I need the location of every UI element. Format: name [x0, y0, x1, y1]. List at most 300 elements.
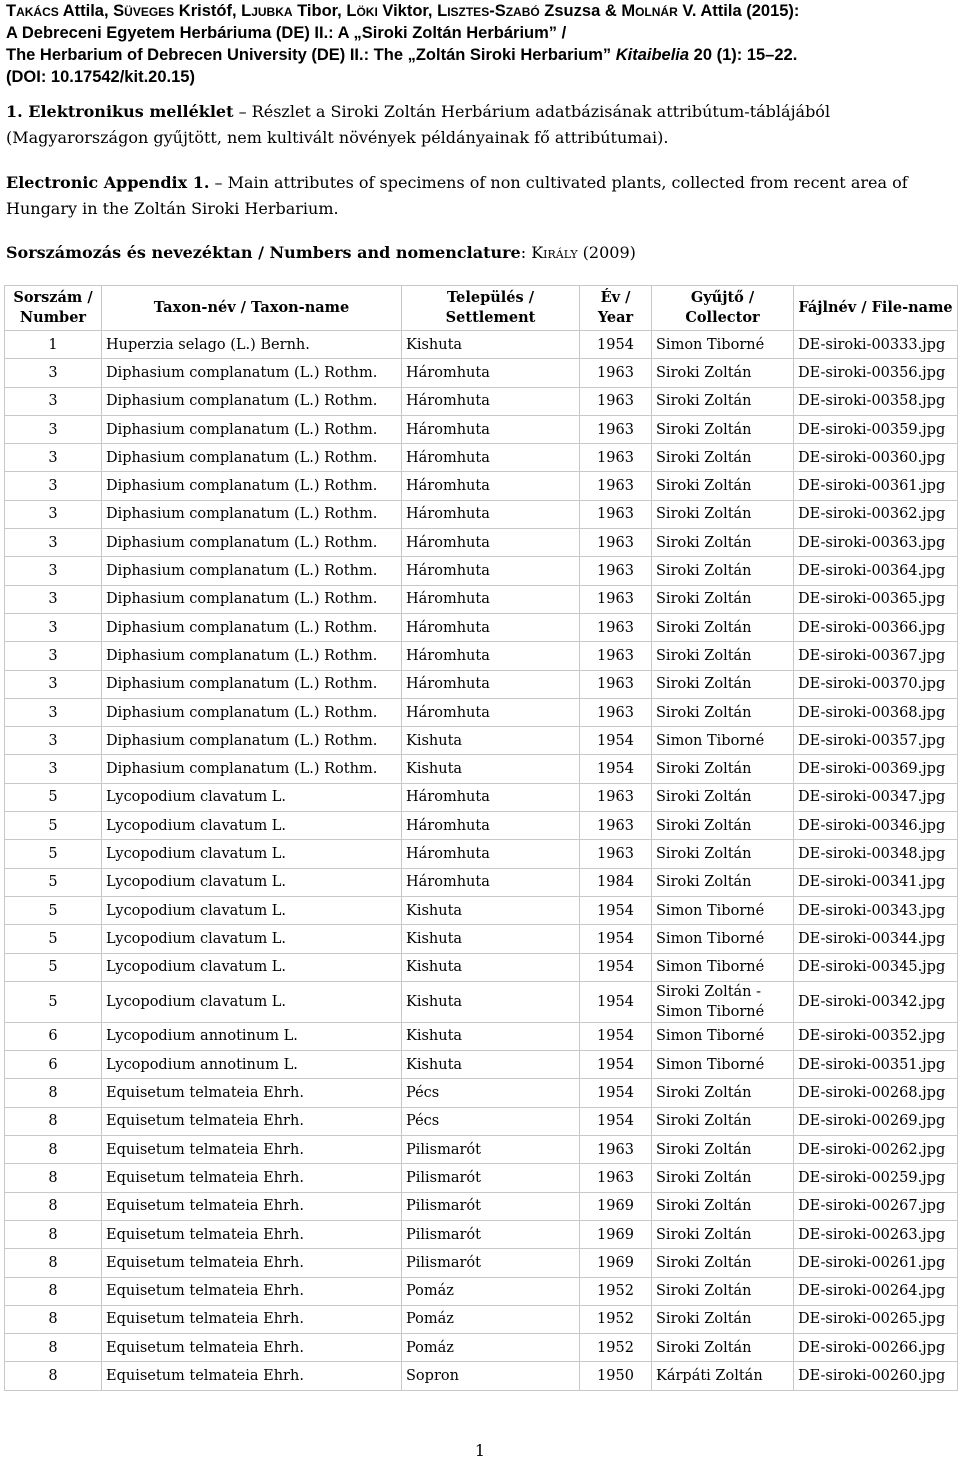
- cell-collector: Siroki Zoltán: [652, 472, 794, 500]
- table-row: [5, 981, 958, 1022]
- cell-year: 1963: [580, 613, 652, 641]
- author-surname: [346, 2, 377, 20]
- cell-filename: DE-siroki-00351.jpg: [794, 1051, 958, 1079]
- cell-number: 8: [5, 1107, 102, 1135]
- cell-year: 1963: [580, 359, 652, 387]
- cell-collector: Siroki Zoltán: [652, 387, 794, 415]
- cell-filename: DE-siroki-00343.jpg: [794, 896, 958, 924]
- table-row: [5, 1362, 958, 1390]
- cell-settlement: Háromhuta: [402, 387, 580, 415]
- cell-year: 1963: [580, 585, 652, 613]
- citation-header: [6, 0, 956, 88]
- cell-taxon: Lycopodium annotinum L.: [102, 1022, 402, 1050]
- cell-number: 3: [5, 698, 102, 726]
- table-row: [5, 1277, 958, 1305]
- cell-settlement: Kishuta: [402, 925, 580, 953]
- author-given-name: Attila,: [58, 2, 114, 20]
- cell-taxon: Diphasium complanatum (L.) Rothm.: [102, 529, 402, 557]
- cell-year: 1969: [580, 1249, 652, 1277]
- table-row: [5, 755, 958, 783]
- cell-filename: DE-siroki-00352.jpg: [794, 1022, 958, 1050]
- cell-taxon: Equisetum telmateia Ehrh.: [102, 1192, 402, 1220]
- cell-number: 8: [5, 1249, 102, 1277]
- cell-number: 8: [5, 1164, 102, 1192]
- cell-year: 1984: [580, 868, 652, 896]
- table-row: [5, 953, 958, 981]
- cell-filename: DE-siroki-00363.jpg: [794, 529, 958, 557]
- cell-filename: DE-siroki-00263.jpg: [794, 1220, 958, 1248]
- table-row: [5, 1164, 958, 1192]
- citation-title-en-text: The Herbarium of Debrecen University (DE) II.: The „Zoltán Siroki Herbarium”: [6, 46, 616, 64]
- cell-collector: Simon Tiborné: [652, 953, 794, 981]
- cell-year: 1969: [580, 1192, 652, 1220]
- cell-number: 3: [5, 359, 102, 387]
- cell-filename: DE-siroki-00364.jpg: [794, 557, 958, 585]
- cell-number: 5: [5, 812, 102, 840]
- cell-number: 8: [5, 1192, 102, 1220]
- cell-number: 3: [5, 472, 102, 500]
- cell-year: 1952: [580, 1305, 652, 1333]
- cell-number: 3: [5, 529, 102, 557]
- cell-settlement: Háromhuta: [402, 557, 580, 585]
- cell-number: 5: [5, 953, 102, 981]
- cell-filename: DE-siroki-00267.jpg: [794, 1192, 958, 1220]
- cell-collector: Siroki Zoltán: [652, 585, 794, 613]
- author-surname-rest: üveges: [124, 2, 175, 20]
- cell-year: 1950: [580, 1362, 652, 1390]
- cell-taxon: Lycopodium clavatum L.: [102, 925, 402, 953]
- cell-collector: Simon Tiborné: [652, 896, 794, 924]
- cell-year: 1963: [580, 670, 652, 698]
- cell-taxon: Equisetum telmateia Ehrh.: [102, 1107, 402, 1135]
- cell-year: 1963: [580, 812, 652, 840]
- cell-collector: Siroki Zoltán: [652, 1164, 794, 1192]
- cell-collector: Kárpáti Zoltán: [652, 1362, 794, 1390]
- cell-number: 8: [5, 1362, 102, 1390]
- cell-taxon: Equisetum telmateia Ehrh.: [102, 1136, 402, 1164]
- cell-filename: DE-siroki-00342.jpg: [794, 981, 958, 1022]
- table-row: [5, 444, 958, 472]
- table-row: [5, 1051, 958, 1079]
- author-surname-rest: zabó: [505, 2, 540, 20]
- author-surname-initial: S: [494, 2, 506, 20]
- nomenclature-ref-year: (2009): [577, 243, 636, 262]
- cell-filename: DE-siroki-00368.jpg: [794, 698, 958, 726]
- col-header-year: Év / Year: [580, 286, 652, 331]
- table-row: [5, 1136, 958, 1164]
- cell-number: 5: [5, 981, 102, 1022]
- cell-year: 1954: [580, 925, 652, 953]
- cell-year: 1963: [580, 642, 652, 670]
- cell-year: 1954: [580, 981, 652, 1022]
- cell-year: 1954: [580, 896, 652, 924]
- cell-year: 1954: [580, 755, 652, 783]
- table-row: [5, 840, 958, 868]
- cell-collector: Siroki Zoltán: [652, 1136, 794, 1164]
- appendix-text-hu: – Részlet a Siroki Zoltán Herbárium adatbázisának attribútum-táblájából (Magyarországon gyűjtött, nem kultivált növények példányainak fő attribútumai).: [6, 102, 831, 147]
- cell-filename: DE-siroki-00341.jpg: [794, 868, 958, 896]
- cell-settlement: Háromhuta: [402, 472, 580, 500]
- cell-filename: DE-siroki-00369.jpg: [794, 755, 958, 783]
- cell-collector: Siroki Zoltán: [652, 500, 794, 528]
- cell-filename: DE-siroki-00358.jpg: [794, 387, 958, 415]
- cell-collector: Siroki Zoltán: [652, 359, 794, 387]
- table-row: [5, 557, 958, 585]
- cell-collector: Siroki Zoltán: [652, 444, 794, 472]
- author-given-name: V. Attila (2015):: [677, 2, 800, 20]
- col-header-filename: Fájlnév / File-name: [794, 286, 958, 331]
- cell-settlement: Pilismarót: [402, 1164, 580, 1192]
- cell-taxon: Lycopodium clavatum L.: [102, 840, 402, 868]
- cell-filename: DE-siroki-00259.jpg: [794, 1164, 958, 1192]
- table-row: [5, 1079, 958, 1107]
- appendix-title-en: [6, 170, 956, 222]
- cell-settlement: Háromhuta: [402, 868, 580, 896]
- cell-number: 3: [5, 670, 102, 698]
- cell-number: 3: [5, 585, 102, 613]
- cell-settlement: Pécs: [402, 1079, 580, 1107]
- table-row: [5, 529, 958, 557]
- cell-taxon: Diphasium complanatum (L.) Rothm.: [102, 472, 402, 500]
- cell-collector: Siroki Zoltán: [652, 1334, 794, 1362]
- cell-taxon: Diphasium complanatum (L.) Rothm.: [102, 698, 402, 726]
- specimen-table: [4, 285, 958, 1391]
- cell-number: 8: [5, 1305, 102, 1333]
- cell-settlement: Háromhuta: [402, 529, 580, 557]
- cell-number: 3: [5, 642, 102, 670]
- journal-name: Kitaibelia: [615, 46, 690, 64]
- citation-volume: 20 (1): 15–22.: [689, 46, 798, 64]
- cell-number: 5: [5, 896, 102, 924]
- cell-settlement: Kishuta: [402, 1022, 580, 1050]
- cell-number: 3: [5, 500, 102, 528]
- cell-settlement: Háromhuta: [402, 359, 580, 387]
- author-surname: [437, 2, 495, 20]
- cell-taxon: Lycopodium clavatum L.: [102, 953, 402, 981]
- cell-collector: Siroki Zoltán: [652, 613, 794, 641]
- cell-taxon: Lycopodium clavatum L.: [102, 868, 402, 896]
- cell-collector: Siroki Zoltán: [652, 868, 794, 896]
- cell-collector: Siroki Zoltán: [652, 642, 794, 670]
- cell-taxon: Equisetum telmateia Ehrh.: [102, 1277, 402, 1305]
- author-surname: [113, 2, 174, 20]
- cell-collector: Siroki Zoltán: [652, 1249, 794, 1277]
- table-row: [5, 812, 958, 840]
- col-header-collector: Gyűjtő / Collector: [652, 286, 794, 331]
- cell-year: 1954: [580, 331, 652, 359]
- table-row: [5, 500, 958, 528]
- cell-collector: Siroki Zoltán: [652, 840, 794, 868]
- cell-settlement: Háromhuta: [402, 698, 580, 726]
- table-row: [5, 1249, 958, 1277]
- cell-collector: Siroki Zoltán: [652, 1107, 794, 1135]
- ref-author-rest: irály: [543, 243, 578, 262]
- table-row: [5, 670, 958, 698]
- table-row: [5, 868, 958, 896]
- table-row: [5, 1022, 958, 1050]
- author-surname-initial: L: [437, 2, 448, 20]
- author-surname-initial: T: [6, 2, 17, 20]
- nomenclature-label: Sorszámozás és nevezéktan / Numbers and nomenclature: [6, 243, 521, 262]
- table-row: [5, 1107, 958, 1135]
- cell-year: 1963: [580, 500, 652, 528]
- cell-collector: Siroki Zoltán: [652, 1220, 794, 1248]
- cell-settlement: Háromhuta: [402, 670, 580, 698]
- cell-number: 3: [5, 755, 102, 783]
- page-number: 1: [474, 1441, 486, 1460]
- cell-filename: DE-siroki-00265.jpg: [794, 1305, 958, 1333]
- cell-number: 3: [5, 557, 102, 585]
- cell-taxon: Diphasium complanatum (L.) Rothm.: [102, 444, 402, 472]
- table-row: [5, 1220, 958, 1248]
- cell-number: 1: [5, 331, 102, 359]
- cell-taxon: Equisetum telmateia Ehrh.: [102, 1305, 402, 1333]
- cell-filename: DE-siroki-00268.jpg: [794, 1079, 958, 1107]
- cell-settlement: Kishuta: [402, 896, 580, 924]
- cell-number: 6: [5, 1051, 102, 1079]
- cell-collector: Simon Tiborné: [652, 1022, 794, 1050]
- cell-collector: Simon Tiborné: [652, 727, 794, 755]
- cell-year: 1969: [580, 1220, 652, 1248]
- cell-year: 1963: [580, 444, 652, 472]
- col-header-number: Sorszám / Number: [5, 286, 102, 331]
- author-surname-rest: olnár: [635, 2, 678, 20]
- cell-year: 1963: [580, 840, 652, 868]
- cell-settlement: Háromhuta: [402, 585, 580, 613]
- cell-filename: DE-siroki-00359.jpg: [794, 415, 958, 443]
- cell-number: 6: [5, 1022, 102, 1050]
- table-row: [5, 1192, 958, 1220]
- cell-filename: DE-siroki-00344.jpg: [794, 925, 958, 953]
- cell-filename: DE-siroki-00356.jpg: [794, 359, 958, 387]
- cell-taxon: Equisetum telmateia Ehrh.: [102, 1334, 402, 1362]
- table-row: [5, 783, 958, 811]
- cell-taxon: Diphasium complanatum (L.) Rothm.: [102, 727, 402, 755]
- cell-settlement: Kishuta: [402, 953, 580, 981]
- cell-settlement: Háromhuta: [402, 642, 580, 670]
- cell-taxon: Huperzia selago (L.) Bernh.: [102, 331, 402, 359]
- cell-filename: DE-siroki-00266.jpg: [794, 1334, 958, 1362]
- cell-number: 8: [5, 1220, 102, 1248]
- cell-taxon: Equisetum telmateia Ehrh.: [102, 1220, 402, 1248]
- cell-filename: DE-siroki-00348.jpg: [794, 840, 958, 868]
- author-given-name: Kristóf,: [174, 2, 242, 20]
- author-surname-rest: öki: [356, 2, 378, 20]
- cell-collector: Siroki Zoltán: [652, 670, 794, 698]
- cell-filename: DE-siroki-00260.jpg: [794, 1362, 958, 1390]
- cell-settlement: Pilismarót: [402, 1136, 580, 1164]
- cell-collector: Siroki Zoltán: [652, 698, 794, 726]
- cell-filename: DE-siroki-00357.jpg: [794, 727, 958, 755]
- cell-collector: Siroki Zoltán: [652, 415, 794, 443]
- cell-year: 1963: [580, 557, 652, 585]
- cell-settlement: Háromhuta: [402, 783, 580, 811]
- cell-taxon: Equisetum telmateia Ehrh.: [102, 1164, 402, 1192]
- cell-taxon: Diphasium complanatum (L.) Rothm.: [102, 613, 402, 641]
- cell-year: 1963: [580, 1136, 652, 1164]
- cell-filename: DE-siroki-00345.jpg: [794, 953, 958, 981]
- cell-filename: DE-siroki-00361.jpg: [794, 472, 958, 500]
- cell-number: 3: [5, 387, 102, 415]
- cell-settlement: Kishuta: [402, 727, 580, 755]
- cell-taxon: Diphasium complanatum (L.) Rothm.: [102, 359, 402, 387]
- nomenclature-ref-author: [531, 243, 577, 262]
- cell-taxon: Diphasium complanatum (L.) Rothm.: [102, 387, 402, 415]
- cell-collector: Siroki Zoltán - Simon Tiborné: [652, 981, 794, 1022]
- author-surname-initial: S: [113, 2, 125, 20]
- cell-settlement: Sopron: [402, 1362, 580, 1390]
- table-row: [5, 925, 958, 953]
- table-row: [5, 1305, 958, 1333]
- cell-number: 3: [5, 613, 102, 641]
- cell-settlement: Háromhuta: [402, 500, 580, 528]
- cell-collector: Simon Tiborné: [652, 925, 794, 953]
- author-surname-initial: M: [621, 2, 636, 20]
- cell-collector: Simon Tiborné: [652, 1051, 794, 1079]
- table-row: [5, 727, 958, 755]
- col-header-settlement: Település / Settlement: [402, 286, 580, 331]
- cell-settlement: Háromhuta: [402, 840, 580, 868]
- cell-number: 3: [5, 444, 102, 472]
- author-surname-rest: akács: [16, 2, 59, 20]
- cell-filename: DE-siroki-00366.jpg: [794, 613, 958, 641]
- cell-year: 1963: [580, 472, 652, 500]
- cell-number: 8: [5, 1277, 102, 1305]
- cell-number: 5: [5, 868, 102, 896]
- author-given-name: Zsuzsa &: [539, 2, 622, 20]
- author-surname-initial: L: [241, 2, 252, 20]
- author-surname-rest: isztes-: [447, 2, 495, 20]
- author-surname: [621, 2, 677, 20]
- cell-settlement: Pilismarót: [402, 1249, 580, 1277]
- cell-number: 8: [5, 1079, 102, 1107]
- cell-settlement: Kishuta: [402, 981, 580, 1022]
- cell-collector: Siroki Zoltán: [652, 783, 794, 811]
- table-row: [5, 613, 958, 641]
- nomenclature-note: Sorszámozás és nevezéktan / Numbers and nomenclature: Király (2009): [6, 243, 636, 262]
- cell-filename: DE-siroki-00360.jpg: [794, 444, 958, 472]
- author-surname-rest: jubka: [251, 2, 293, 20]
- cell-filename: DE-siroki-00264.jpg: [794, 1277, 958, 1305]
- cell-taxon: Lycopodium clavatum L.: [102, 896, 402, 924]
- cell-settlement: Pomáz: [402, 1334, 580, 1362]
- table-row: [5, 472, 958, 500]
- table-body: [5, 331, 958, 1391]
- cell-collector: Siroki Zoltán: [652, 557, 794, 585]
- cell-collector: Siroki Zoltán: [652, 1277, 794, 1305]
- cell-collector: Siroki Zoltán: [652, 1305, 794, 1333]
- table-row: [5, 359, 958, 387]
- cell-taxon: Equisetum telmateia Ehrh.: [102, 1362, 402, 1390]
- cell-year: 1954: [580, 1022, 652, 1050]
- cell-collector: Siroki Zoltán: [652, 1192, 794, 1220]
- table-row: [5, 585, 958, 613]
- cell-settlement: Pilismarót: [402, 1192, 580, 1220]
- cell-filename: DE-siroki-00362.jpg: [794, 500, 958, 528]
- cell-year: 1954: [580, 953, 652, 981]
- author-given-name: Tibor,: [292, 2, 347, 20]
- cell-filename: DE-siroki-00261.jpg: [794, 1249, 958, 1277]
- appendix-title-hu: [6, 99, 956, 151]
- cell-taxon: Equisetum telmateia Ehrh.: [102, 1079, 402, 1107]
- cell-taxon: Diphasium complanatum (L.) Rothm.: [102, 415, 402, 443]
- cell-number: 8: [5, 1334, 102, 1362]
- cell-year: 1963: [580, 1164, 652, 1192]
- author-surname-initial: L: [346, 2, 357, 20]
- table-row: [5, 642, 958, 670]
- author-given-name: Viktor,: [377, 2, 438, 20]
- citation-authors: [6, 0, 956, 22]
- cell-year: 1954: [580, 1079, 652, 1107]
- cell-year: 1963: [580, 415, 652, 443]
- cell-taxon: Diphasium complanatum (L.) Rothm.: [102, 557, 402, 585]
- cell-taxon: Lycopodium clavatum L.: [102, 783, 402, 811]
- table-row: [5, 1334, 958, 1362]
- cell-settlement: Háromhuta: [402, 415, 580, 443]
- cell-number: 5: [5, 925, 102, 953]
- cell-settlement: Háromhuta: [402, 444, 580, 472]
- cell-settlement: Kishuta: [402, 331, 580, 359]
- col-header-taxon: Taxon-név / Taxon-name: [102, 286, 402, 331]
- cell-taxon: Diphasium complanatum (L.) Rothm.: [102, 642, 402, 670]
- ref-author-initial: K: [531, 243, 544, 262]
- cell-filename: DE-siroki-00367.jpg: [794, 642, 958, 670]
- cell-year: 1954: [580, 1107, 652, 1135]
- cell-collector: Siroki Zoltán: [652, 529, 794, 557]
- cell-settlement: Pomáz: [402, 1277, 580, 1305]
- cell-year: 1954: [580, 727, 652, 755]
- cell-taxon: Diphasium complanatum (L.) Rothm.: [102, 670, 402, 698]
- author-surname: [241, 2, 292, 20]
- appendix-label-en: Electronic Appendix 1.: [6, 173, 210, 192]
- cell-collector: Siroki Zoltán: [652, 755, 794, 783]
- cell-taxon: Diphasium complanatum (L.) Rothm.: [102, 755, 402, 783]
- cell-year: 1952: [580, 1277, 652, 1305]
- cell-year: 1954: [580, 1051, 652, 1079]
- cell-filename: DE-siroki-00269.jpg: [794, 1107, 958, 1135]
- cell-taxon: Diphasium complanatum (L.) Rothm.: [102, 500, 402, 528]
- citation-title-hu: A Debreceni Egyetem Herbáriuma (DE) II.: A „Siroki Zoltán Herbárium” /: [6, 24, 567, 42]
- appendix-label-hu: 1. Elektronikus melléklet: [6, 102, 234, 121]
- table-row: [5, 415, 958, 443]
- cell-year: 1952: [580, 1334, 652, 1362]
- cell-settlement: Kishuta: [402, 1051, 580, 1079]
- cell-taxon: Diphasium complanatum (L.) Rothm.: [102, 585, 402, 613]
- citation-doi: (DOI: 10.17542/kit.20.15): [6, 68, 195, 86]
- author-surname: [6, 2, 59, 20]
- table-header-row: [5, 286, 958, 331]
- cell-settlement: Pécs: [402, 1107, 580, 1135]
- cell-settlement: Háromhuta: [402, 613, 580, 641]
- cell-taxon: Equisetum telmateia Ehrh.: [102, 1249, 402, 1277]
- cell-settlement: Pilismarót: [402, 1220, 580, 1248]
- cell-taxon: Lycopodium annotinum L.: [102, 1051, 402, 1079]
- cell-year: 1963: [580, 387, 652, 415]
- cell-collector: Simon Tiborné: [652, 331, 794, 359]
- cell-settlement: Kishuta: [402, 755, 580, 783]
- cell-filename: DE-siroki-00333.jpg: [794, 331, 958, 359]
- cell-year: 1963: [580, 529, 652, 557]
- cell-year: 1963: [580, 783, 652, 811]
- cell-collector: Siroki Zoltán: [652, 1079, 794, 1107]
- cell-filename: DE-siroki-00365.jpg: [794, 585, 958, 613]
- cell-number: 5: [5, 783, 102, 811]
- citation-title-en: [6, 44, 956, 66]
- table-row: [5, 331, 958, 359]
- cell-filename: DE-siroki-00370.jpg: [794, 670, 958, 698]
- cell-filename: DE-siroki-00346.jpg: [794, 812, 958, 840]
- cell-number: 8: [5, 1136, 102, 1164]
